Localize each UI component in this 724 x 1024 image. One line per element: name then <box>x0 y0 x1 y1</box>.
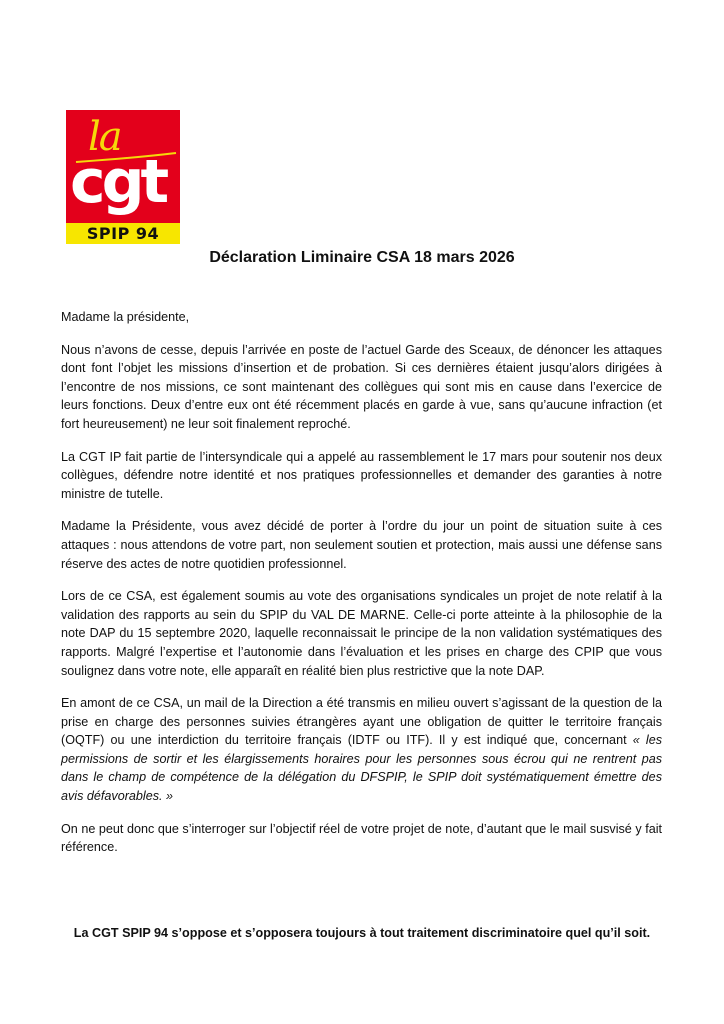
salutation: Madame la présidente, <box>61 310 190 324</box>
cgt-spip94-logo <box>66 110 180 244</box>
logo-spip-text: SPIP 94 <box>86 224 160 243</box>
paragraph: La CGT IP fait partie de l’intersyndicale qui a appelé au rassemblement le 17 mars pour soutenir nos deux collègues, défendre notre identité et nos pratiques professionnelles et demander des garanties à notre ministre de tutelle. <box>61 449 662 501</box>
paragraph-text: En amont de ce CSA, un mail de la Direction a été transmis en milieu ouvert s’agissant de la question de la prise en charge des personnes suivies étrangères ayant une obligation de quitter le territoire français (OQTF) ou une interdiction du territoire français (IDTF ou ITF). Il y est indiqué que, concernant <box>61 696 662 748</box>
paragraph: Lors de ce CSA, est également soumis au vote des organisations syndicales un projet de note relatif à la validation des rapports au sein du SPIP du VAL DE MARNE. Celle-ci porte atteinte à la philosophie de la note DAP du 15 septembre 2020, laquelle reconnaissait le principe de la non validation systématiques des rapports. Malgré l’expertise et l’autonomie dans l’évaluation et les prises en charge des CPIP que vous soulignez dans votre note, elle apparaît en réalité bien plus restrictive que la note DAP. <box>61 589 662 678</box>
logo-la-text: la <box>88 114 121 160</box>
logo-cgt-text: cgt <box>70 147 166 217</box>
logo-yellow-band <box>66 223 180 244</box>
quoted-text: « les permissions de sortir et les élargissements horaires pour les personnes sous écrou qui ne rentrent pas dans le champ de compétence de la délégation du DFSPIP, le SPIP doit systématiquement émettre des avis défavorables. » <box>61 733 662 804</box>
closing-statement: La CGT SPIP 94 s’oppose et s’opposera toujours à tout traitement discriminatoire quel qu’il soit. <box>73 926 651 940</box>
document-body <box>61 308 662 871</box>
paragraph: Nous n’avons de cesse, depuis l’arrivée en poste de l’actuel Garde des Sceaux, de dénoncer les attaques dont font l’objet les missions d’insertion et de probation. Si ces dernières étaient jusqu’alors dirigées à l’encontre de nos missions, ce sont maintenant des collègues qui sont mis en cause dans l’exercice de leurs fonctions. Deux d’entre eux ont été récemment placés en garde à vue, sans qu’aucune infraction (et fort heureusement) ne leur soit finalement reproché. <box>61 342 662 431</box>
paragraph-with-quote <box>61 694 662 806</box>
document-title: Déclaration Liminaire CSA 18 mars 2026 <box>209 249 515 266</box>
logo-red-block <box>66 110 180 223</box>
paragraph: On ne peut donc que s’interroger sur l’objectif réel de votre projet de note, d’autant que le mail susvisé y fait référence. <box>61 821 662 855</box>
paragraph: Madame la Présidente, vous avez décidé de porter à l’ordre du jour un point de situation suite à ces attaques : nous attendons de votre part, non seulement soutien et protection, mais aussi une défense sans réserve des actes de notre quotidien professionnel. <box>61 519 662 571</box>
